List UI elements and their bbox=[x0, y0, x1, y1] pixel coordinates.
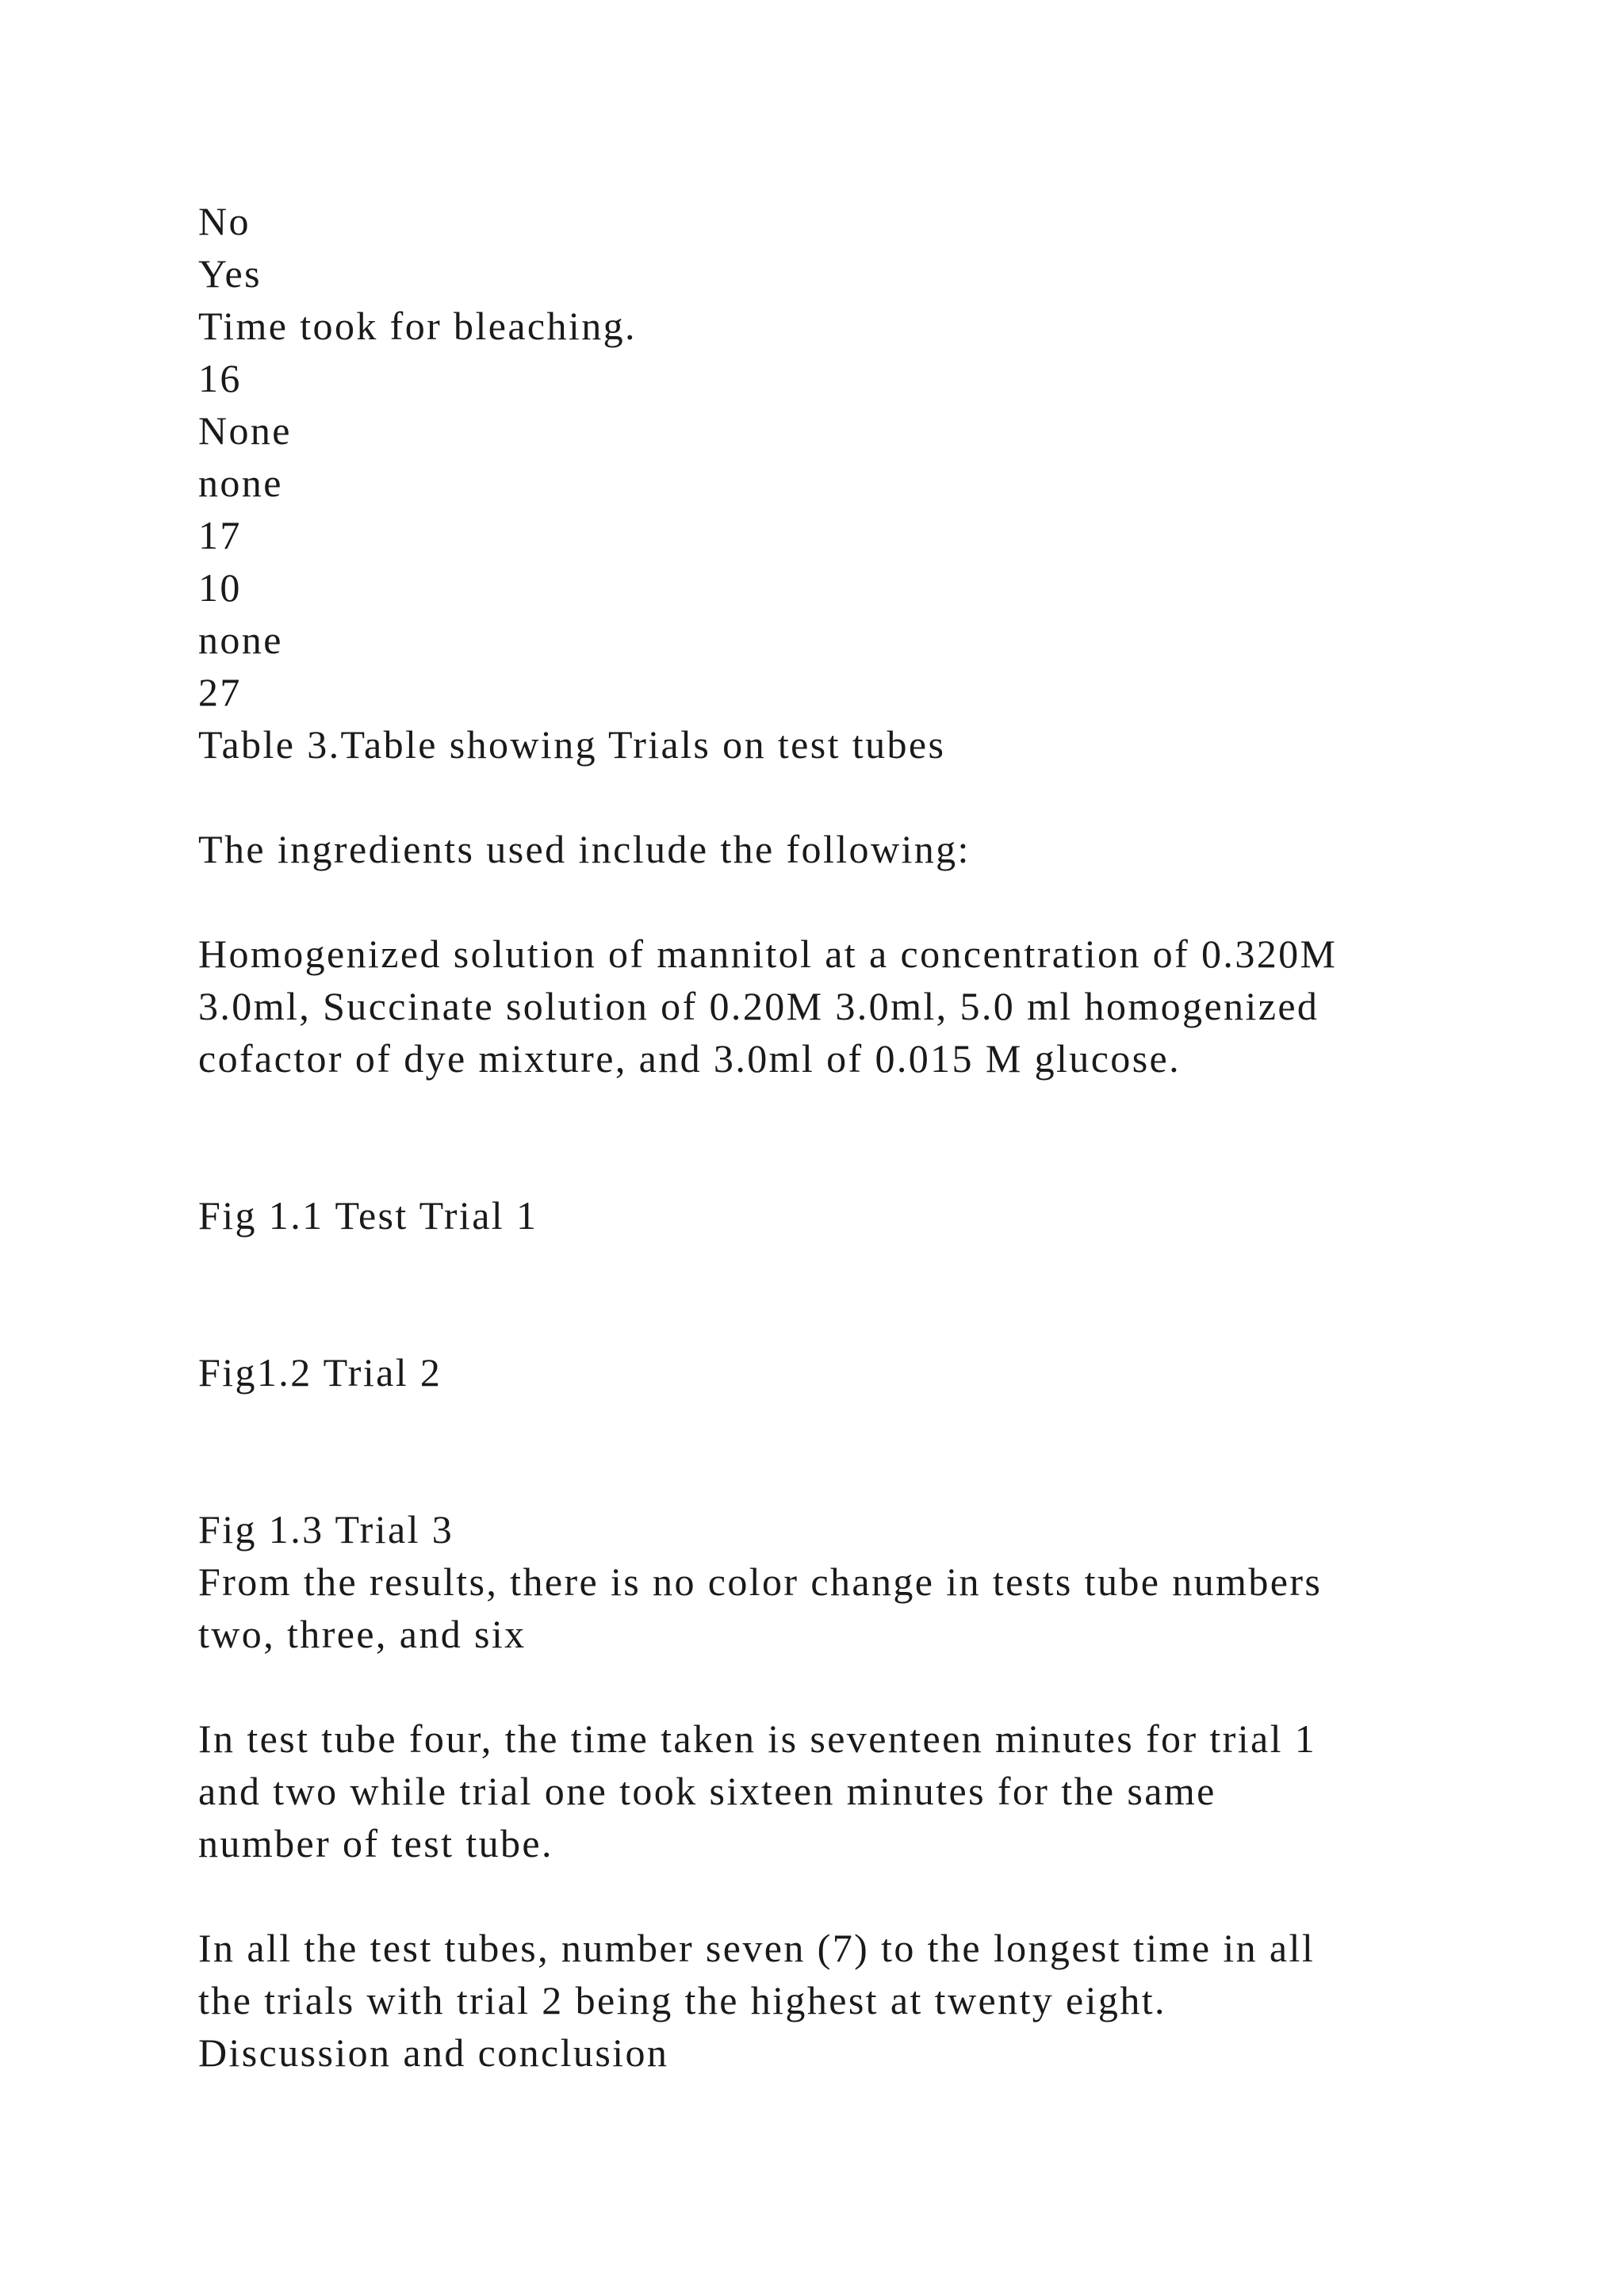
table-cell: none bbox=[198, 618, 283, 662]
paragraph-line: Homogenized solution of mannitol at a concentration of 0.320M bbox=[198, 932, 1338, 976]
paragraph-line: number of test tube. bbox=[198, 1821, 553, 1866]
figure-caption-3: Fig 1.3 Trial 3 bbox=[198, 1507, 454, 1552]
spacer bbox=[198, 1294, 1546, 1346]
table-cell: 10 bbox=[198, 565, 242, 610]
spacer bbox=[198, 1399, 1546, 1451]
paragraph-line: In test tube four, the time taken is seventeen minutes for trial 1 bbox=[198, 1716, 1317, 1761]
paragraph-line: and two while trial one took sixteen minutes for the same bbox=[198, 1769, 1216, 1813]
paragraph-line: two, three, and six bbox=[198, 1612, 527, 1656]
table-cell: Time took for bleaching. bbox=[198, 304, 637, 348]
spacer bbox=[198, 1242, 1546, 1294]
spacer bbox=[198, 1085, 1546, 1137]
results-paragraph-3 bbox=[198, 1922, 1546, 2026]
figure-caption-2: Fig1.2 Trial 2 bbox=[198, 1350, 442, 1395]
spacer bbox=[198, 875, 1546, 928]
table-cell: None bbox=[198, 408, 292, 453]
table-cell: 17 bbox=[198, 513, 242, 557]
table-cell: none bbox=[198, 461, 283, 505]
table-cell: 27 bbox=[198, 670, 242, 714]
spacer bbox=[198, 1137, 1546, 1189]
ingredients-intro: The ingredients used include the following: bbox=[198, 827, 971, 871]
document-body bbox=[198, 195, 1546, 2079]
table-caption: Table 3.Table showing Trials on test tubes bbox=[198, 722, 946, 767]
table-cell: Yes bbox=[198, 251, 262, 296]
results-paragraph-2 bbox=[198, 1712, 1546, 1869]
paragraph-line: the trials with trial 2 being the highest at twenty eight. bbox=[198, 1978, 1166, 2022]
spacer bbox=[198, 1869, 1546, 1922]
ingredients-paragraph bbox=[198, 928, 1546, 1085]
table-cell: 16 bbox=[198, 356, 242, 400]
paragraph-line: In all the test tubes, number seven (7) to the longest time in all bbox=[198, 1926, 1316, 1970]
spacer bbox=[198, 771, 1546, 823]
table-cell: No bbox=[198, 199, 251, 243]
figure-caption-1: Fig 1.1 Test Trial 1 bbox=[198, 1193, 538, 1238]
paragraph-line: From the results, there is no color change in tests tube numbers bbox=[198, 1559, 1323, 1604]
section-heading: Discussion and conclusion bbox=[198, 2030, 669, 2075]
spacer bbox=[198, 1660, 1546, 1712]
results-paragraph-1 bbox=[198, 1556, 1546, 1660]
table-cell-list bbox=[198, 195, 1546, 718]
paragraph-line: cofactor of dye mixture, and 3.0ml of 0.015 M glucose. bbox=[198, 1036, 1182, 1081]
spacer bbox=[198, 1451, 1546, 1503]
paragraph-line: 3.0ml, Succinate solution of 0.20M 3.0ml, 5.0 ml homogenized bbox=[198, 984, 1320, 1028]
